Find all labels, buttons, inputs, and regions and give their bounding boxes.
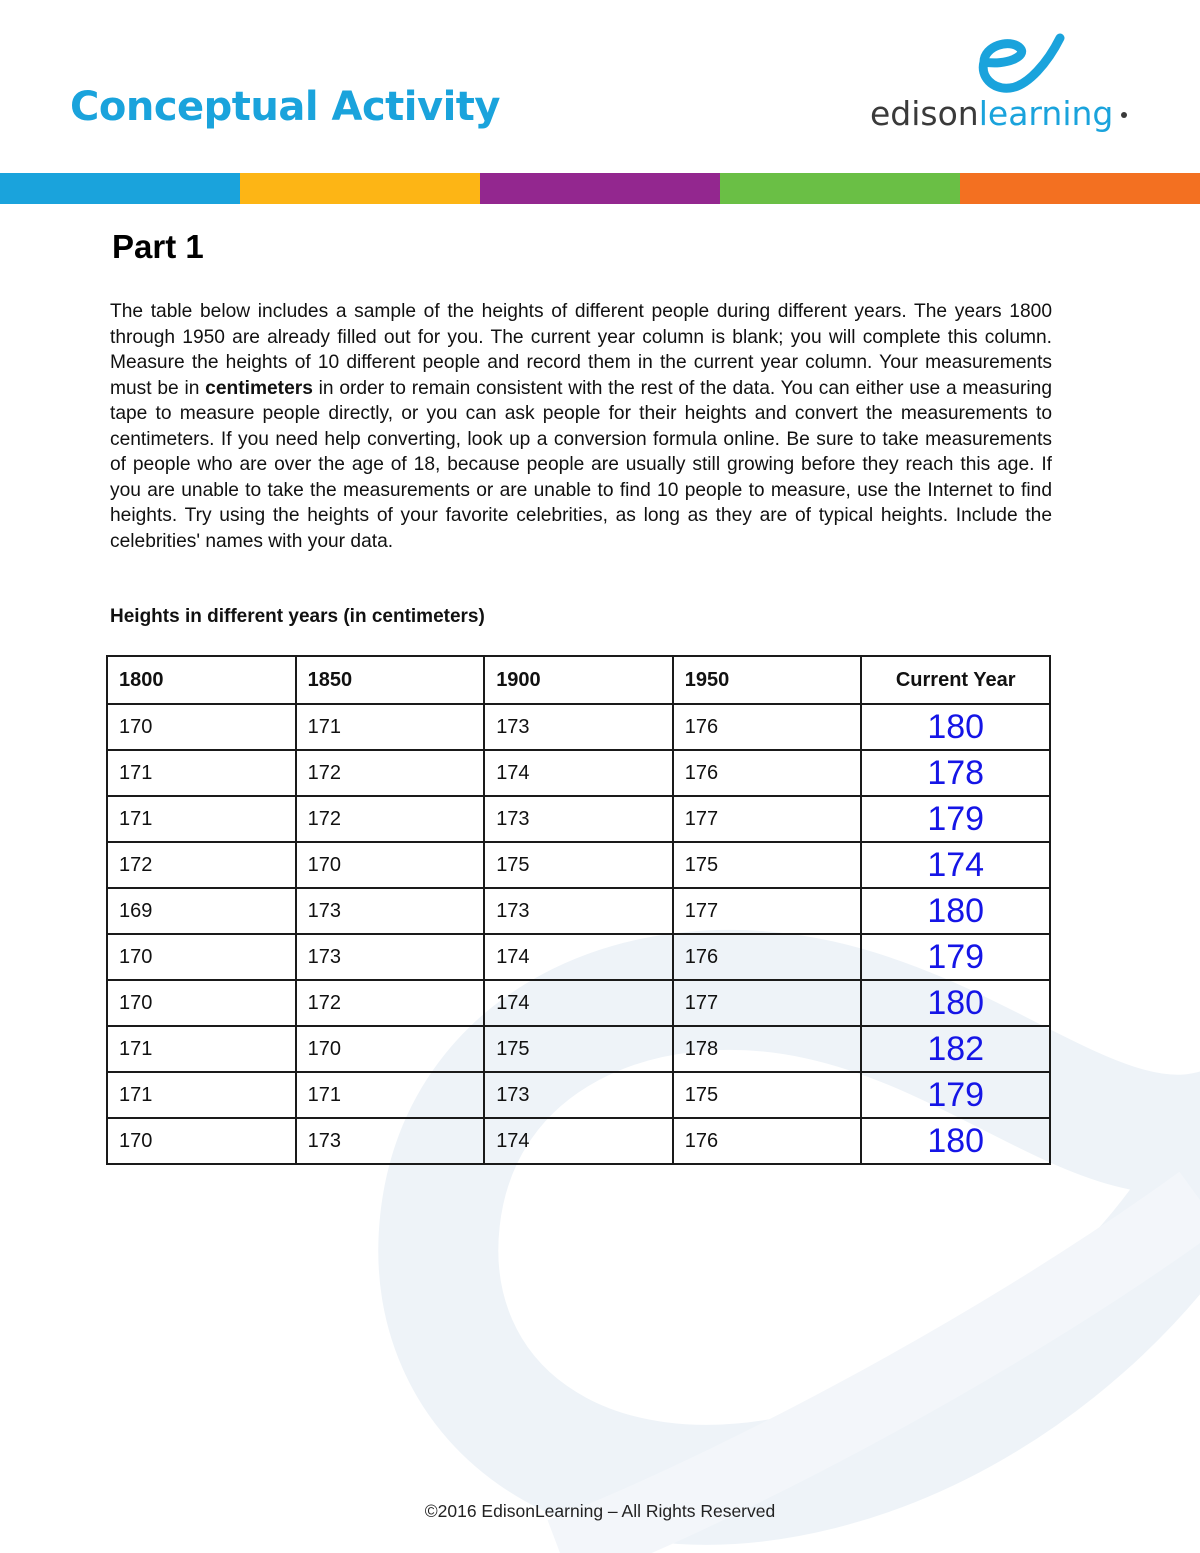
cell-current-year[interactable]: 180: [861, 980, 1050, 1026]
cell-1800: 171: [107, 1072, 296, 1118]
document-title: Conceptual Activity: [70, 84, 500, 130]
cell-1950: 175: [673, 842, 862, 888]
cell-current-year[interactable]: 182: [861, 1026, 1050, 1072]
cell-current-year[interactable]: 174: [861, 842, 1050, 888]
cell-1950: 176: [673, 704, 862, 750]
cell-1800: 170: [107, 934, 296, 980]
cell-current-year[interactable]: 178: [861, 750, 1050, 796]
cell-1900: 174: [484, 1118, 673, 1164]
cell-1950: 175: [673, 1072, 862, 1118]
cell-1800: 172: [107, 842, 296, 888]
header-1900: 1900: [484, 656, 673, 704]
table-row: [107, 796, 1050, 842]
cell-1800: 170: [107, 980, 296, 1026]
logo-wordmark: [870, 94, 1113, 133]
brand-color-stripe: [0, 173, 1200, 204]
logo-dot: [1121, 112, 1127, 118]
cell-1850: 171: [296, 1072, 485, 1118]
table-row: [107, 888, 1050, 934]
instructions-text-end: in order to remain consistent with the rest of the data. You can either use a measuring tape to measure people directly, or you can ask people for their heights and convert the measurements to centimeters. If you need help converting, look up a conversion formula online. Be sure to take measurements of people who are over the age of 18, because people are usually still growing before they reach this age. If you are unable to take the measurements or are unable to find 10 people to measure, use the Internet to find heights. Try using the heights of your favorite celebrities, as long as they are of typical heights. Include the celebrities' names with your data.: [110, 377, 1052, 552]
header-1850: 1850: [296, 656, 485, 704]
header-current-year: Current Year: [861, 656, 1050, 704]
stripe-segment-green: [720, 173, 960, 204]
cell-1950: 177: [673, 888, 862, 934]
cell-1900: 174: [484, 934, 673, 980]
header-1950: 1950: [673, 656, 862, 704]
cell-1900: 173: [484, 796, 673, 842]
heights-table: [106, 655, 1051, 1165]
logo-text-edison: edison: [870, 94, 979, 133]
cell-current-year[interactable]: 180: [861, 1118, 1050, 1164]
stripe-segment-purple: [480, 173, 720, 204]
cell-1800: 171: [107, 796, 296, 842]
edison-e-swoosh-icon: [966, 32, 1066, 94]
cell-1900: 174: [484, 980, 673, 1026]
instructions-text-start: The table below includes a sample of the heights of different people during different years. The years 1800 through 1950 are already filled out for you. The current year column is blank; you will complete this column. Measure the heights of 10 different people and record them in the current year column. Your measurements must be in: [110, 301, 1052, 399]
cell-1900: 175: [484, 1026, 673, 1072]
cell-1900: 173: [484, 704, 673, 750]
cell-1950: 178: [673, 1026, 862, 1072]
cell-1900: 174: [484, 750, 673, 796]
cell-1850: 173: [296, 1118, 485, 1164]
cell-1850: 170: [296, 842, 485, 888]
cell-1850: 172: [296, 980, 485, 1026]
header-1800: 1800: [107, 656, 296, 704]
cell-1950: 177: [673, 796, 862, 842]
cell-1850: 173: [296, 934, 485, 980]
cell-1900: 173: [484, 1072, 673, 1118]
table-row: [107, 1026, 1050, 1072]
instructions-bold-term: centimeters: [205, 377, 313, 399]
instructions-paragraph: [110, 299, 1052, 554]
stripe-segment-orange: [960, 173, 1200, 204]
table-row: [107, 842, 1050, 888]
cell-1800: 171: [107, 750, 296, 796]
cell-1850: 171: [296, 704, 485, 750]
table-row: [107, 1118, 1050, 1164]
table-row: [107, 750, 1050, 796]
table-caption: Heights in different years (in centimeters): [110, 606, 485, 627]
cell-1800: 170: [107, 704, 296, 750]
part-heading: Part 1: [112, 228, 204, 265]
cell-current-year[interactable]: 179: [861, 796, 1050, 842]
cell-1800: 169: [107, 888, 296, 934]
cell-1800: 170: [107, 1118, 296, 1164]
cell-1950: 177: [673, 980, 862, 1026]
edison-learning-logo: [870, 32, 1140, 142]
cell-1850: 172: [296, 796, 485, 842]
cell-1850: 173: [296, 888, 485, 934]
cell-1950: 176: [673, 1118, 862, 1164]
cell-1800: 171: [107, 1026, 296, 1072]
table-row: [107, 934, 1050, 980]
cell-1900: 175: [484, 842, 673, 888]
copyright-footer: ©2016 EdisonLearning – All Rights Reserved: [424, 1501, 776, 1521]
cell-1850: 172: [296, 750, 485, 796]
cell-1900: 173: [484, 888, 673, 934]
cell-current-year[interactable]: 179: [861, 934, 1050, 980]
cell-1850: 170: [296, 1026, 485, 1072]
cell-current-year[interactable]: 179: [861, 1072, 1050, 1118]
table-row: [107, 1072, 1050, 1118]
cell-1950: 176: [673, 934, 862, 980]
cell-current-year[interactable]: 180: [861, 704, 1050, 750]
logo-text-learning: learning: [978, 94, 1114, 133]
table-row: [107, 980, 1050, 1026]
table-row: [107, 704, 1050, 750]
table-header-row: [107, 656, 1050, 704]
stripe-segment-yellow: [240, 173, 480, 204]
stripe-segment-blue: [0, 173, 240, 204]
cell-1950: 176: [673, 750, 862, 796]
cell-current-year[interactable]: 180: [861, 888, 1050, 934]
